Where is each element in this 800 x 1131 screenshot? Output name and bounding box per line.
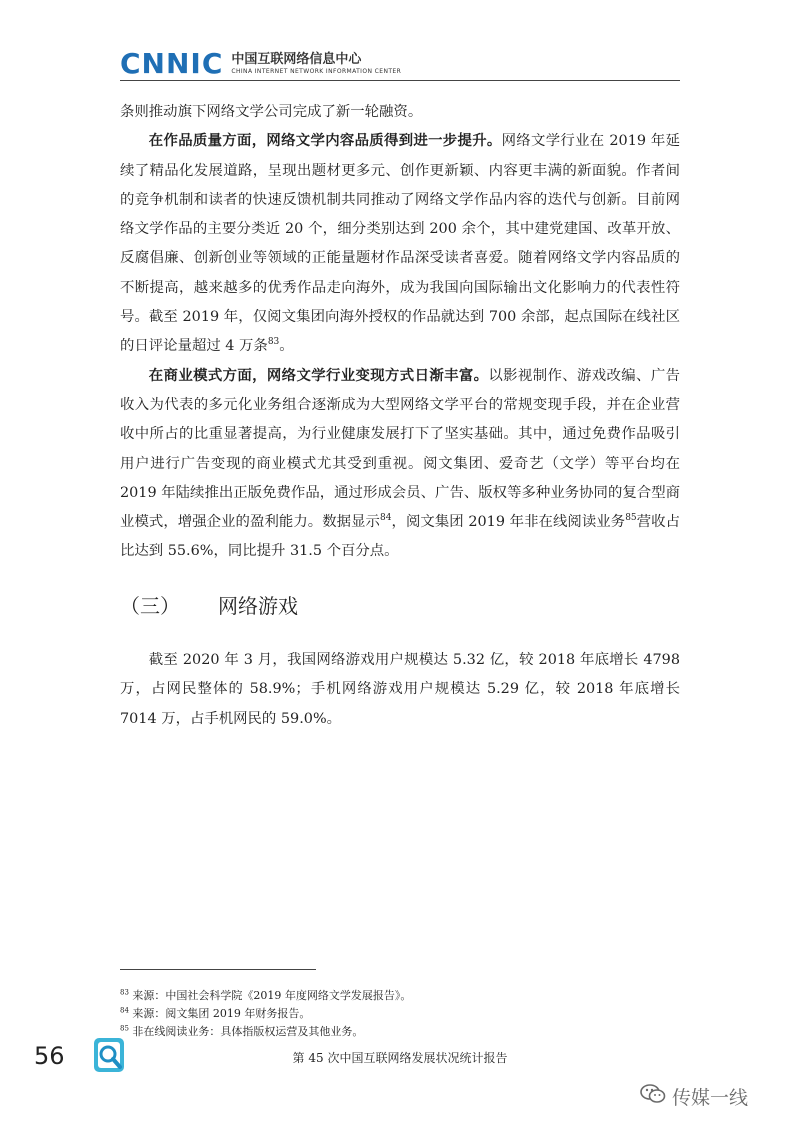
footnote-ref-84[interactable]: 84 <box>380 513 392 524</box>
main-content <box>120 98 680 567</box>
section-title: 网络游戏 <box>218 594 298 618</box>
footnote-84: $^{84}$ 来源：阅文集团 2019 年财务报告。 <box>120 1006 311 1020</box>
logo-text <box>231 52 401 76</box>
footnotes <box>120 987 680 1041</box>
section-number: （三） <box>120 594 180 618</box>
footnote-85: $^{85}$ 非在线阅读业务：具体指版权运营及其他业务。 <box>120 1024 364 1038</box>
page-number: 56 <box>34 1042 65 1070</box>
footnote-83: $^{83}$ 来源：中国社会科学院《2019 年度网络文学发展报告》。 <box>120 988 412 1002</box>
section-heading <box>120 590 680 619</box>
paragraph-lead-bold: 在作品质量方面，网络文学内容品质得到进一步提升。 <box>148 133 502 150</box>
section-body <box>120 646 680 734</box>
paragraph-lead-bold: 在商业模式方面，网络文学行业变现方式日渐丰富。 <box>148 367 489 384</box>
paragraph-continuation: 条则推动旗下网络文学公司完成了新一轮融资。 <box>120 104 423 120</box>
logo-en-name: CHINA INTERNET NETWORK INFORMATION CENTER <box>231 68 402 75</box>
logo-cn-name: 中国互联网络信息中心 <box>231 52 362 67</box>
footnote-divider <box>120 969 316 970</box>
cnnic-logo-mark: CNNIC <box>120 47 224 80</box>
report-title-footer: 第 45 次中国互联网络发展状况统计报告 <box>292 1051 508 1065</box>
header-logo <box>120 47 402 80</box>
paragraph-business-model: 在商业模式方面，网络文学行业变现方式日渐丰富。以影视制作、游戏改编、广告收入为代表的多元化业务组合逐渐成为大型网络文学平台的常规变现手段，并在企业营收中所占的比重显著提高，为行业健康发展打下了坚实基础。其中，通过免费作品吸引用户进行广告变现的商业模式尤其受到重视。阅文集团、爱奇艺（文学）等平台均在 2019 年陆续推出正版免费作品，通过形成会员、广告、版权等多种业务协同的复合型商业模式，增强企业的盈利能力。数据显示$^{84}$，阅文集团 2019 年非在线阅读业务$^{85}$营收占比达到 55.6%，同比提升 31.5 个百分点。 <box>120 367 680 560</box>
watermark-text: 传媒一线 <box>672 1087 749 1109</box>
footnote-ref-83[interactable]: 83 <box>267 337 280 348</box>
footnote-ref-85[interactable]: 85 <box>625 513 637 524</box>
paragraph-content-quality: 在作品质量方面，网络文学内容品质得到进一步提升。网络文学行业在 2019 年延续了精品化发展道路，呈现出题材更多元、创作更新颖、内容更丰满的新面貌。作者间的竞争机制和读者的快速反馈机制共同推动了网络文学作品内容的迭代与创新。目前网络文学作品的主要分类近 20 个，细分类别达到 200 余个，其中建党建国、改革开放、反腐倡廉、创新创业等领域的正能量题材作品深受读者喜爱。随着网络文学内容品质的不断提高，越来越多的优秀作品走向海外，成为我国向国际输出文化影响力的代表性符号。截至 2019 年，仅阅文集团向海外授权的作品就达到 700 余部，起点国际在线社区的日评论量超过 4 万条$^{83}$。 <box>120 133 680 355</box>
wechat-icon <box>640 1083 666 1110</box>
header-divider <box>120 80 680 81</box>
paragraph-online-games: 截至 2020 年 3 月，我国网络游戏用户规模达 5.32 亿，较 2018 年底增长 4798 万，占网民整体的 58.9%；手机网络游戏用户规模达 5.29 亿，较 2018 年底增长 7014 万，占手机网民的 59.0%。 <box>120 652 680 727</box>
watermark <box>640 1083 748 1110</box>
